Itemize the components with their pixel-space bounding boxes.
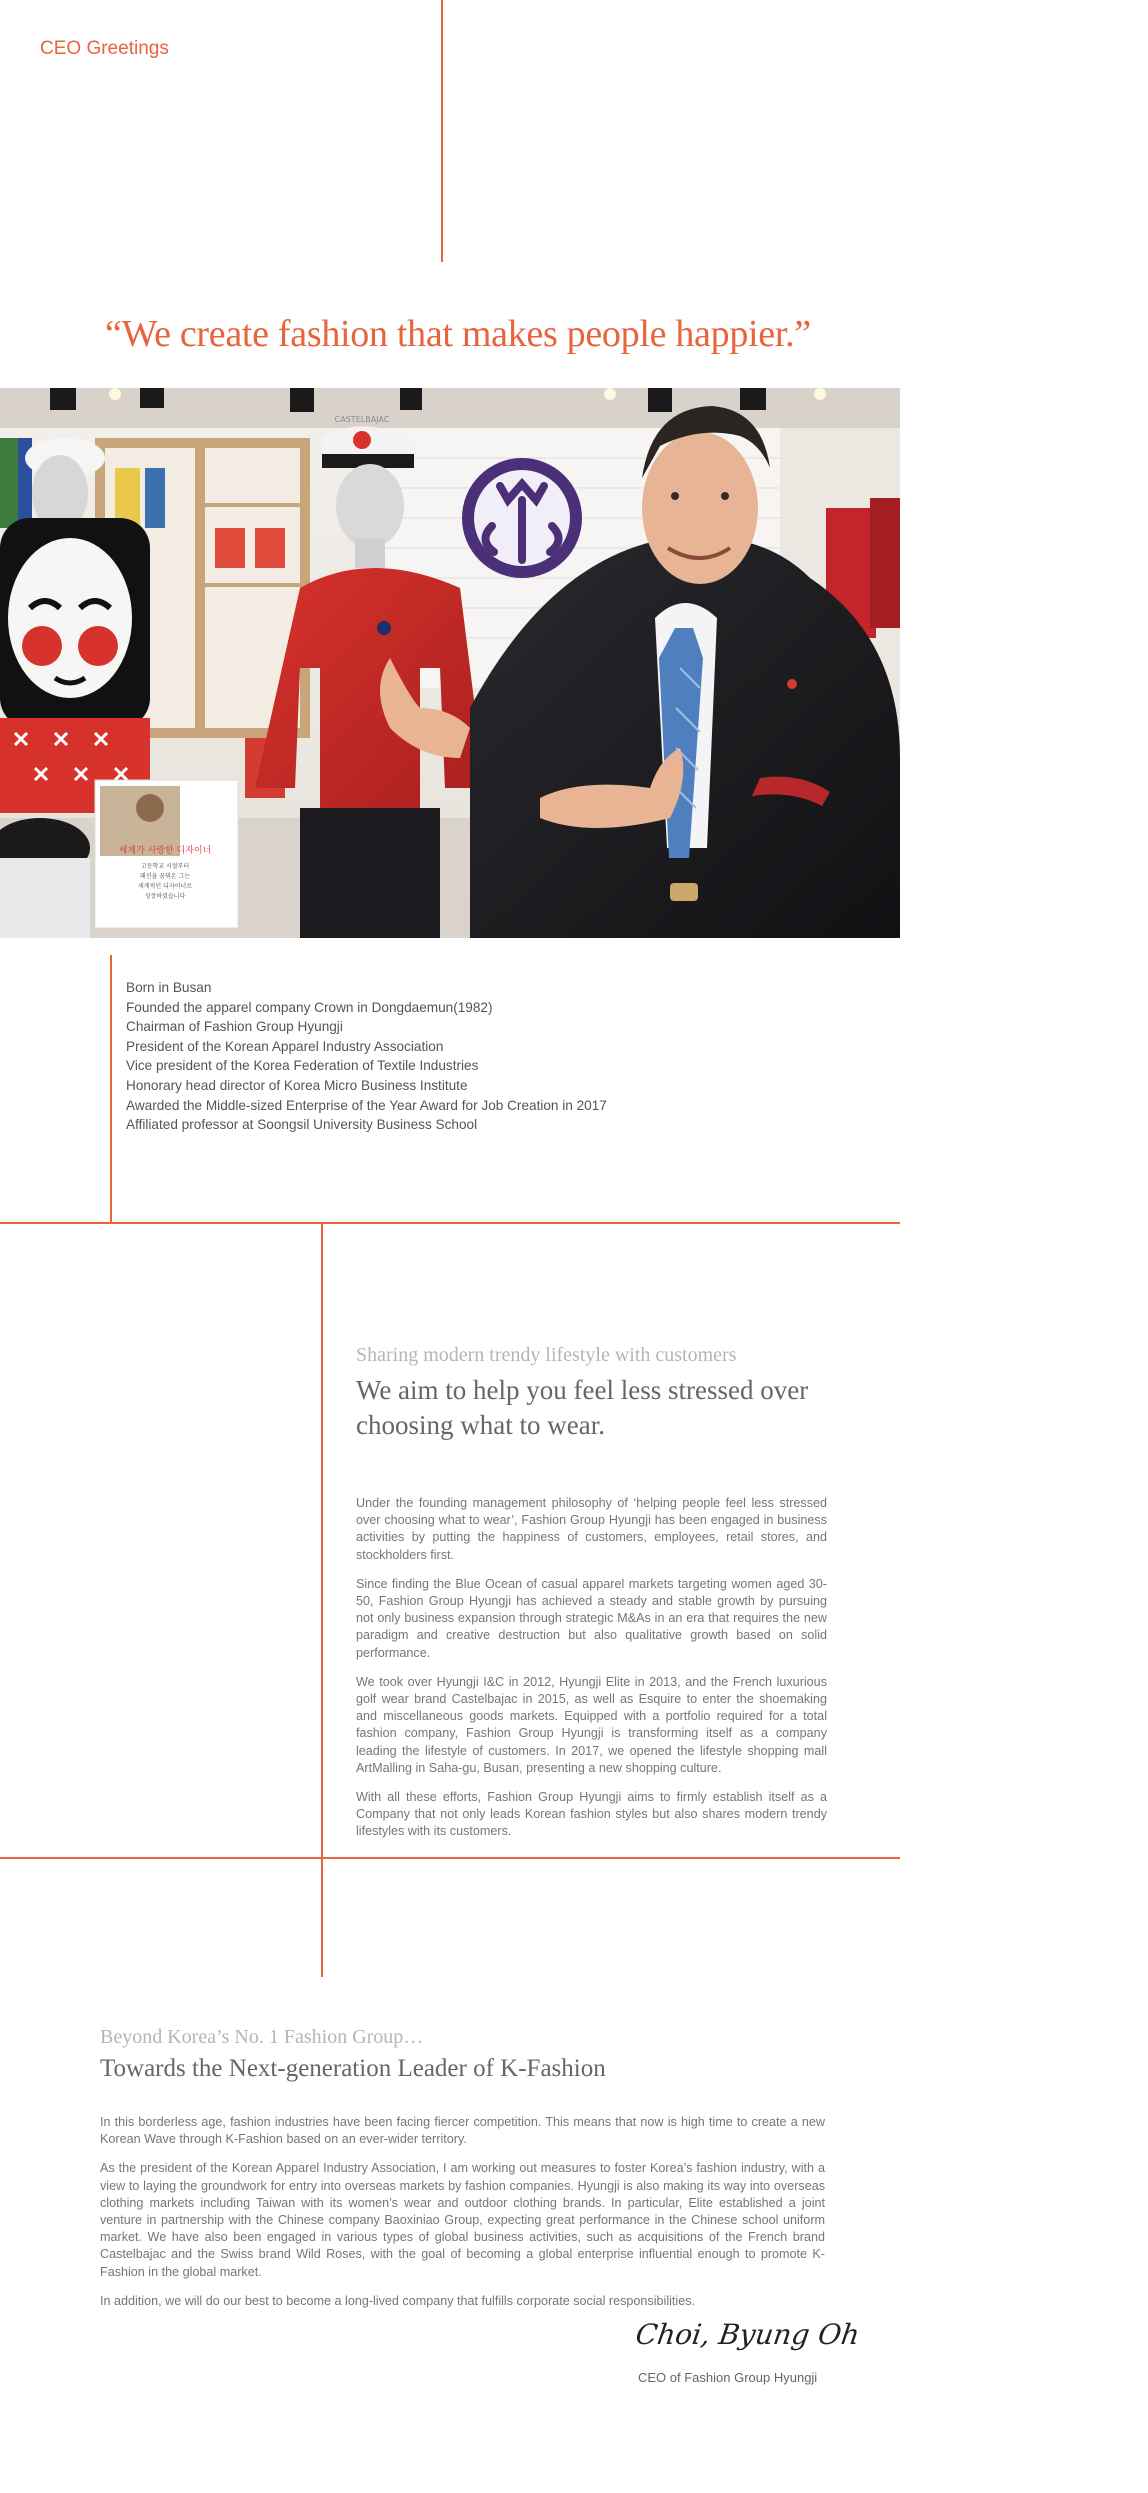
store-scene-illustration (0, 388, 900, 938)
poster-line: 성장하였습니다 (144, 893, 186, 900)
bio-item: Affiliated professor at Soongsil University Business School (126, 1117, 478, 1133)
philosophy-paragraph: With all these efforts, Fashion Group Hyungji aims to firmly establish itself as a Company that not only leads Korean fashion styles but also shares modern trendy lifestyles with its customers. (356, 1790, 827, 1839)
philosophy-subtitle: Sharing modern trendy lifestyle with customers (356, 1344, 737, 1366)
philosophy-paragraph: Under the founding management philosophy of ‘helping people feel less stressed over choosing what to wear’, Fashion Group Hyungji has been engaged in business activities by putting the happiness of customers, employees, retail stores, and stockholders first. (356, 1496, 827, 1562)
philosophy-paragraph: Since finding the Blue Ocean of casual apparel markets targeting women aged 30-50, Fashion Group Hyungji has achieved a steady and stable growth by pursuing not only business expansion through strategic M&As in an era that requires the new paradigm and creative destruction but also qualitative growth based on solid performance. (356, 1576, 827, 1660)
poster-line: 세계적인 디자이너로 (137, 883, 193, 890)
divider-vertical-top (441, 0, 443, 262)
ceo-signature: Choi, Byung Oh (633, 2318, 862, 2351)
poster-line: 패션을 꿈꿔온 그는 (139, 873, 191, 880)
vision-paragraph: In this borderless age, fashion industries have been facing fiercer competition. This means that now is high time to create a new Korean Wave through K-Fashion based on an ever-wider territory. (100, 2115, 825, 2147)
section-label: CEO Greetings (40, 38, 169, 59)
ceo-bio-list (126, 978, 607, 1135)
vision-paragraph: As the president of the Korean Apparel Industry Association, I am working out measures to foster Korea’s fashion industry, with a view to laying the groundwork for entry into overseas markets by fashion companies. Hyungji is also making its way into overseas clothing markets including Taiwan with its women’s wear and outdoor clothing brands. In particular, Elite established a joint venture in partnership with the Chinese company Baoxiniao Group, expecting great performance in the Chinese school uniform market. We have also been engaged in various types of global business activities, such as acquisitions of the French brand Castelbajac and the Swiss brand Wild Roses, with the goal of becoming a global enterprise influential enough to promote K-Fashion in the global market. (100, 2161, 825, 2279)
philosophy-title-line-1: We aim to help you feel less stressed over (356, 1375, 809, 1405)
divider-horizontal-2 (0, 1857, 900, 1859)
ceo-photo (0, 388, 900, 938)
philosophy-title-line-2: choosing what to wear. (356, 1410, 605, 1440)
philosophy-section (356, 1344, 827, 1853)
bio-item: Vice president of the Korea Federation of Textile Industries (126, 1058, 479, 1074)
poster-title: 세계가 사랑한 디자이너 (118, 846, 212, 856)
vision-title: Towards the Next-generation Leader of K-Fashion (100, 2055, 606, 2082)
bio-item: Awarded the Middle-sized Enterprise of the Year Award for Job Creation in 2017 (126, 1097, 607, 1113)
vision-section (100, 2026, 825, 2322)
poster-line: 고등학교 시절부터 (140, 863, 190, 870)
divider-vertical-mid (321, 1222, 323, 1977)
vision-subtitle: Beyond Korea’s No. 1 Fashion Group… (100, 2026, 424, 2048)
headline-quote: “We create fashion that makes people happier.” (105, 313, 811, 355)
cap-text: CASTELBAJAC (334, 415, 390, 424)
bio-item: President of the Korean Apparel Industry Association (126, 1038, 444, 1054)
bio-item: Honorary head director of Korea Micro Business Institute (126, 1077, 468, 1093)
bio-item: Chairman of Fashion Group Hyungji (126, 1019, 343, 1035)
bio-item: Born in Busan (126, 980, 212, 995)
divider-horizontal-1 (0, 1222, 900, 1224)
ceo-title: CEO of Fashion Group Hyungji (638, 2370, 818, 2385)
bio-item: Founded the apparel company Crown in Dongdaemun(1982) (126, 999, 493, 1015)
vision-paragraph: In addition, we will do our best to become a long-lived company that fulfills corporate social responsibilities. (100, 2293, 696, 2308)
philosophy-paragraph: We took over Hyungji I&C in 2012, Hyungji Elite in 2013, and the French luxurious golf wear brand Castelbajac in 2015, as well as Esquire to enter the shoemaking and miscellaneous goods markets. Equipped with a portfolio required for a total fashion company, Fashion Group Hyungji is transforming itself as a company leading the lifestyle of customers. In 2017, we opened the lifestyle shopping mall ArtMalling in Saha-gu, Busan, presenting a new shopping culture. (356, 1674, 827, 1775)
divider-vertical-bio (110, 955, 112, 1223)
